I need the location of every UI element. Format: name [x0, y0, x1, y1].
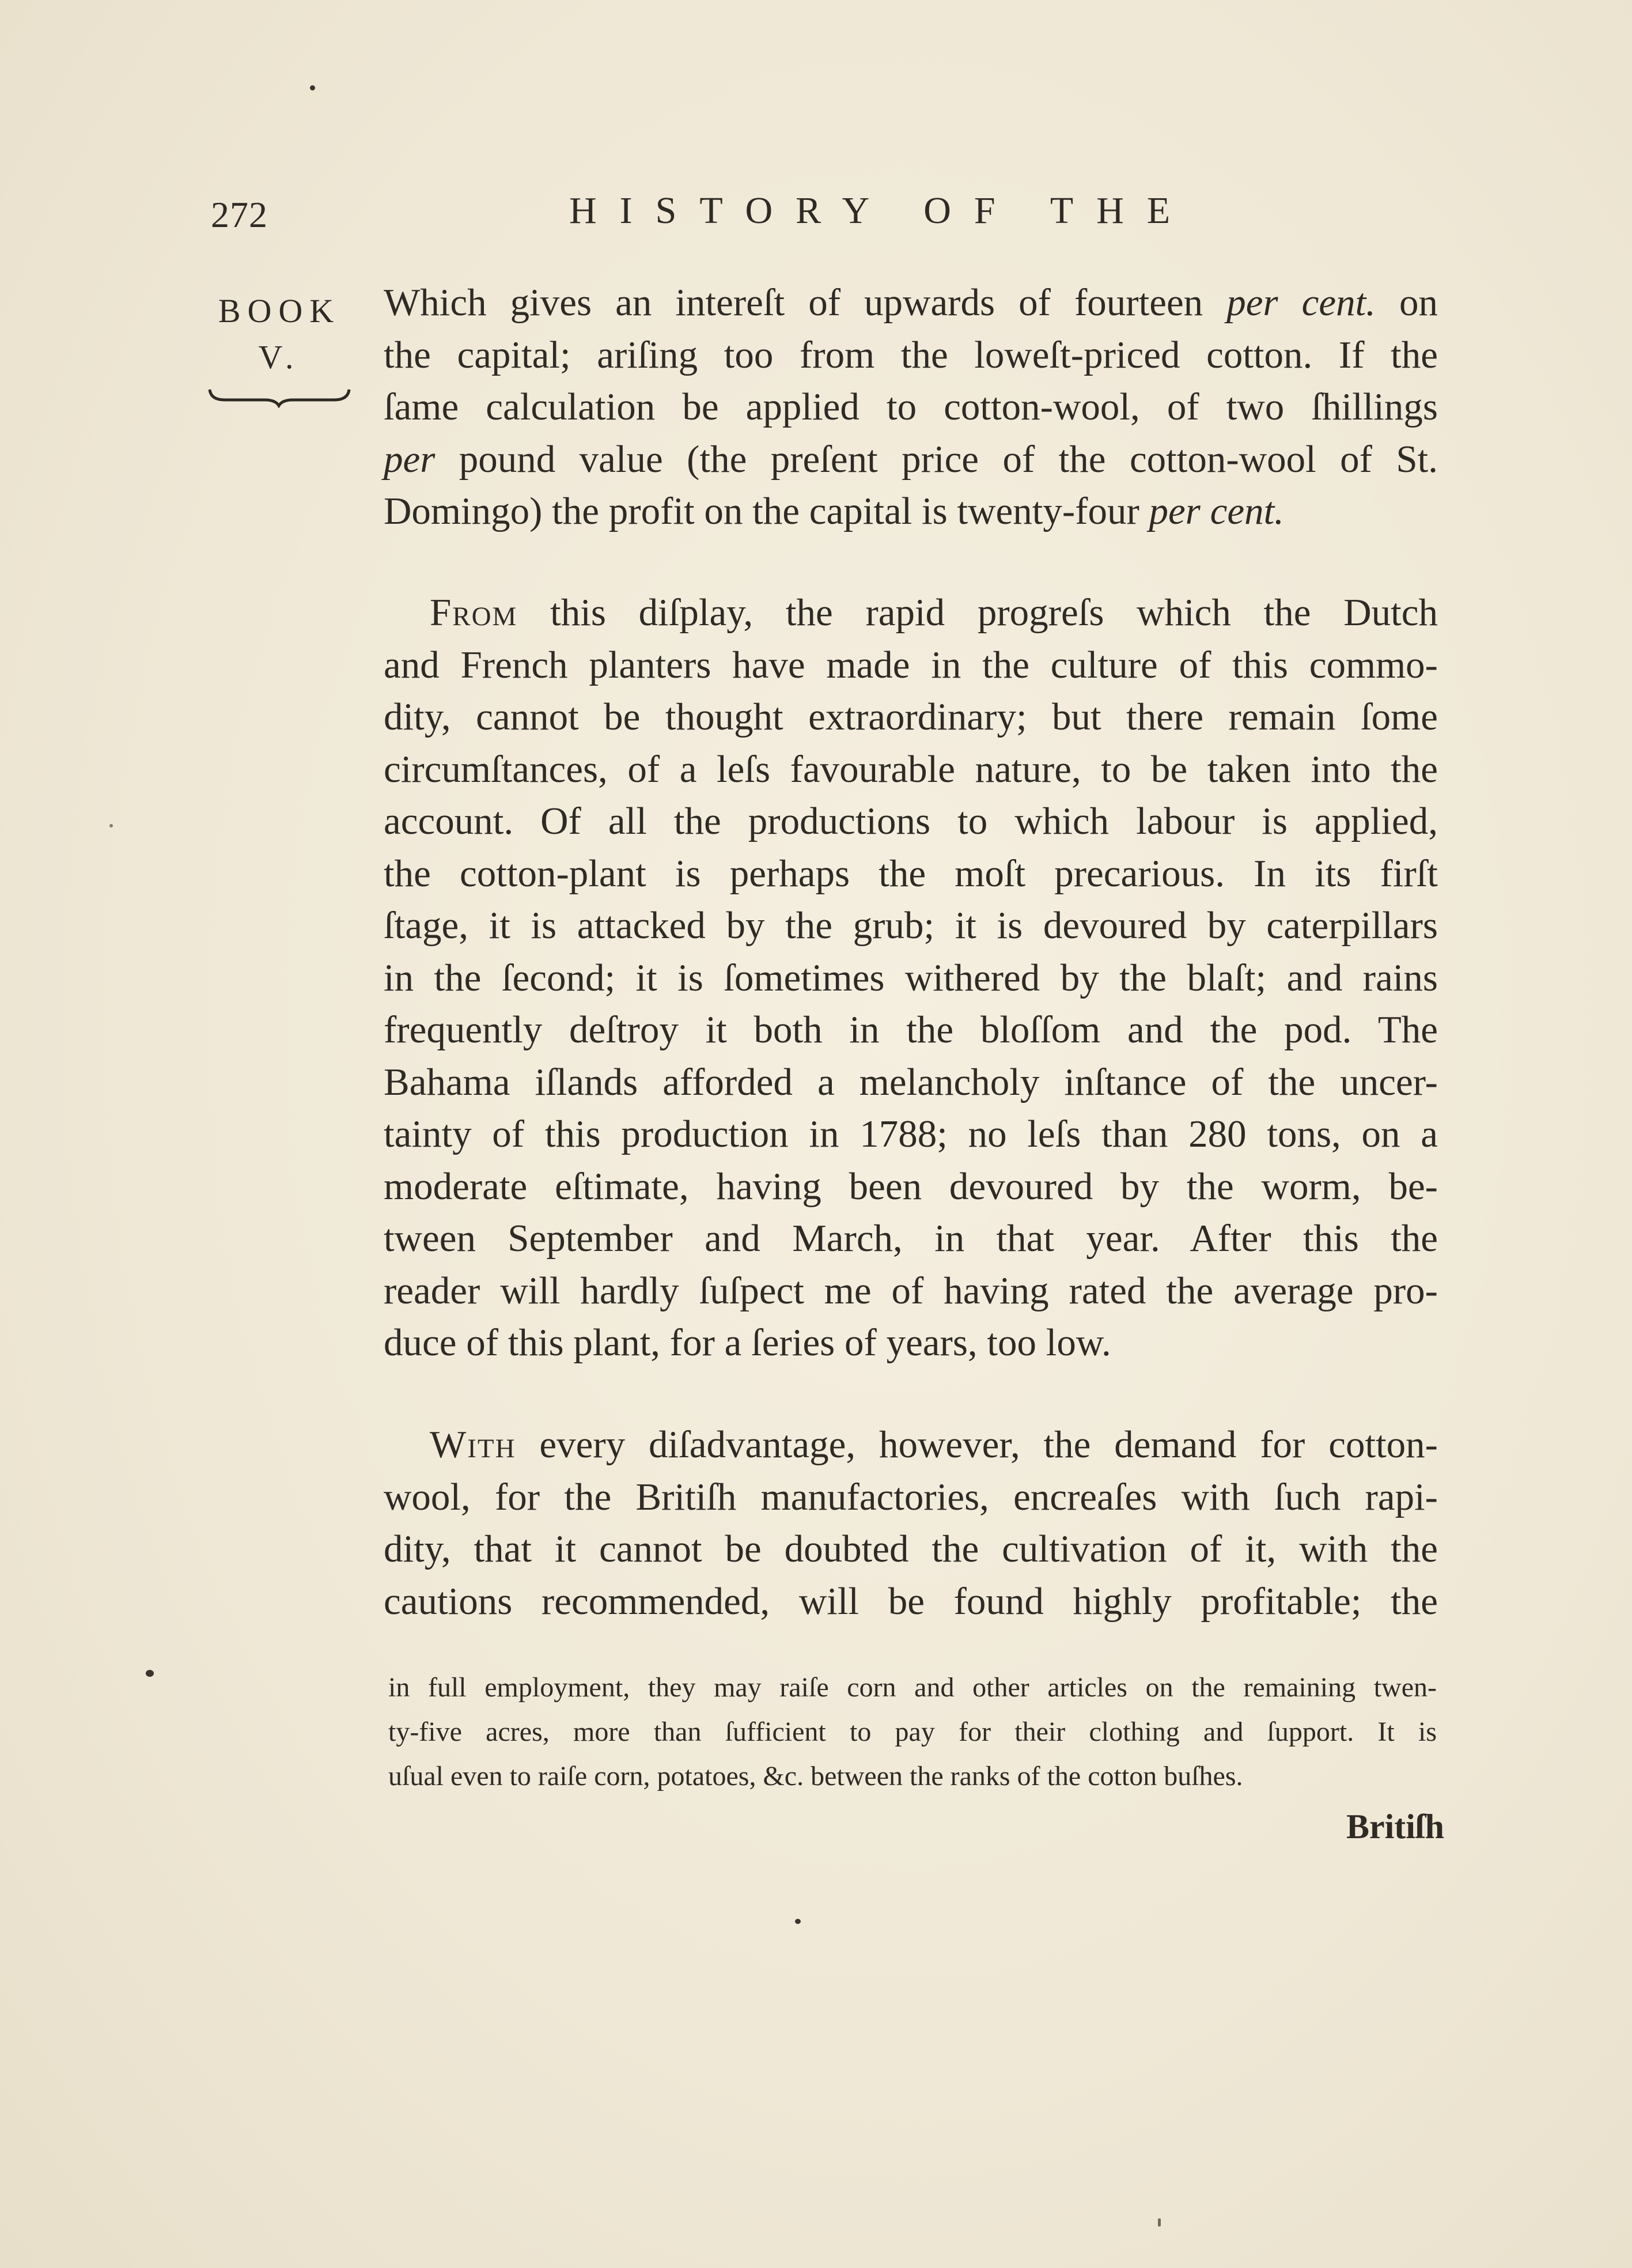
paper-speck [795, 1919, 801, 1924]
paper-speck [310, 85, 315, 90]
text-line: cautions recommended, will be found highly profitable; the [384, 1579, 1438, 1623]
text-line: per pound value (the preſent price of the cotton-wool of St. [384, 437, 1438, 481]
text-line: circumſtances, of a leſs favourable nature, to be taken into the [384, 747, 1438, 791]
paragraph-2 [384, 587, 1438, 1369]
text-line: and French planters have made in the culture of this commo- [384, 643, 1438, 686]
text-line: account. Of all the productions to which labour is applied, [384, 800, 1438, 842]
text-line: in the ſecond; it is ſometimes withered by the blaſt; and rains [384, 956, 1438, 999]
text-line: dity, that it cannot be doubted the cultivation of it, with the [384, 1528, 1438, 1570]
text-line: Domingo) the profit on the capital is twenty-four per cent. [384, 490, 1284, 532]
small-caps-lead: With [430, 1423, 516, 1466]
footnote-line: uſual even to raiſe corn, potatoes, &c. between the ranks of the cotton buſhes. [388, 1761, 1243, 1791]
text-line: tween September and March, in that year. After this the [384, 1217, 1438, 1260]
text-line: wool, for the Britiſh manufactories, encreaſes with ſuch rapi- [384, 1475, 1438, 1518]
catchword: Britiſh [1346, 1808, 1444, 1846]
text-line: From this diſplay, the rapid progreſs which the Dutch [430, 591, 1438, 634]
footnote-line: in full employment, they may raiſe corn and other articles on the remaining twen- [388, 1672, 1437, 1703]
page-number: 272 [211, 194, 268, 235]
text-line: ſame calculation be applied to cotton-wool, of two ſhillings [384, 385, 1438, 428]
text-line: Which gives an intereſt of upwards of fourteen per cent. on [384, 281, 1438, 324]
text-line: tainty of this production in 1788; no leſs than 280 tons, on a [384, 1113, 1438, 1155]
text-line: reader will hardly ſuſpect me of having rated the average pro- [384, 1269, 1438, 1312]
footnote-line: ty-five acres, more than ſufficient to pay for their clothing and ſupport. It is [388, 1717, 1437, 1747]
footnote [388, 1665, 1437, 1798]
text-line: Bahama iſlands afforded a melancholy inſtance of the uncer- [384, 1060, 1438, 1103]
book-marginal-note [207, 288, 351, 408]
text-line: the cotton-plant is perhaps the moſt precarious. In its firſt [384, 852, 1438, 895]
book-number: V. [258, 338, 301, 376]
brace-ornament [207, 387, 351, 408]
paper-speck [146, 1670, 154, 1677]
running-head: HISTORY OF THE [569, 190, 1194, 232]
paper-speck [109, 824, 113, 827]
book-label: BOOK [218, 292, 341, 330]
text-line: moderate eſtimate, having been devoured by the worm, be- [384, 1165, 1438, 1208]
paragraph-1 [384, 277, 1438, 538]
text-line: With every diſadvantage, however, the demand for cotton- [430, 1423, 1438, 1466]
text-line: duce of this plant, for a ſeries of years, too low. [384, 1321, 1111, 1364]
paragraph-3 [384, 1419, 1438, 1627]
text-line: frequently deſtroy it both in the bloſſom and the pod. The [384, 1008, 1438, 1051]
text-line: dity, cannot be thought extraordinary; but there remain ſome [384, 695, 1438, 738]
text-line: the capital; ariſing too from the loweſt-priced cotton. If the [384, 333, 1438, 376]
small-caps-lead: From [430, 591, 518, 634]
text-line: ſtage, it is attacked by the grub; it is devoured by caterpillars [384, 904, 1438, 947]
paper-speck [1158, 2218, 1161, 2227]
